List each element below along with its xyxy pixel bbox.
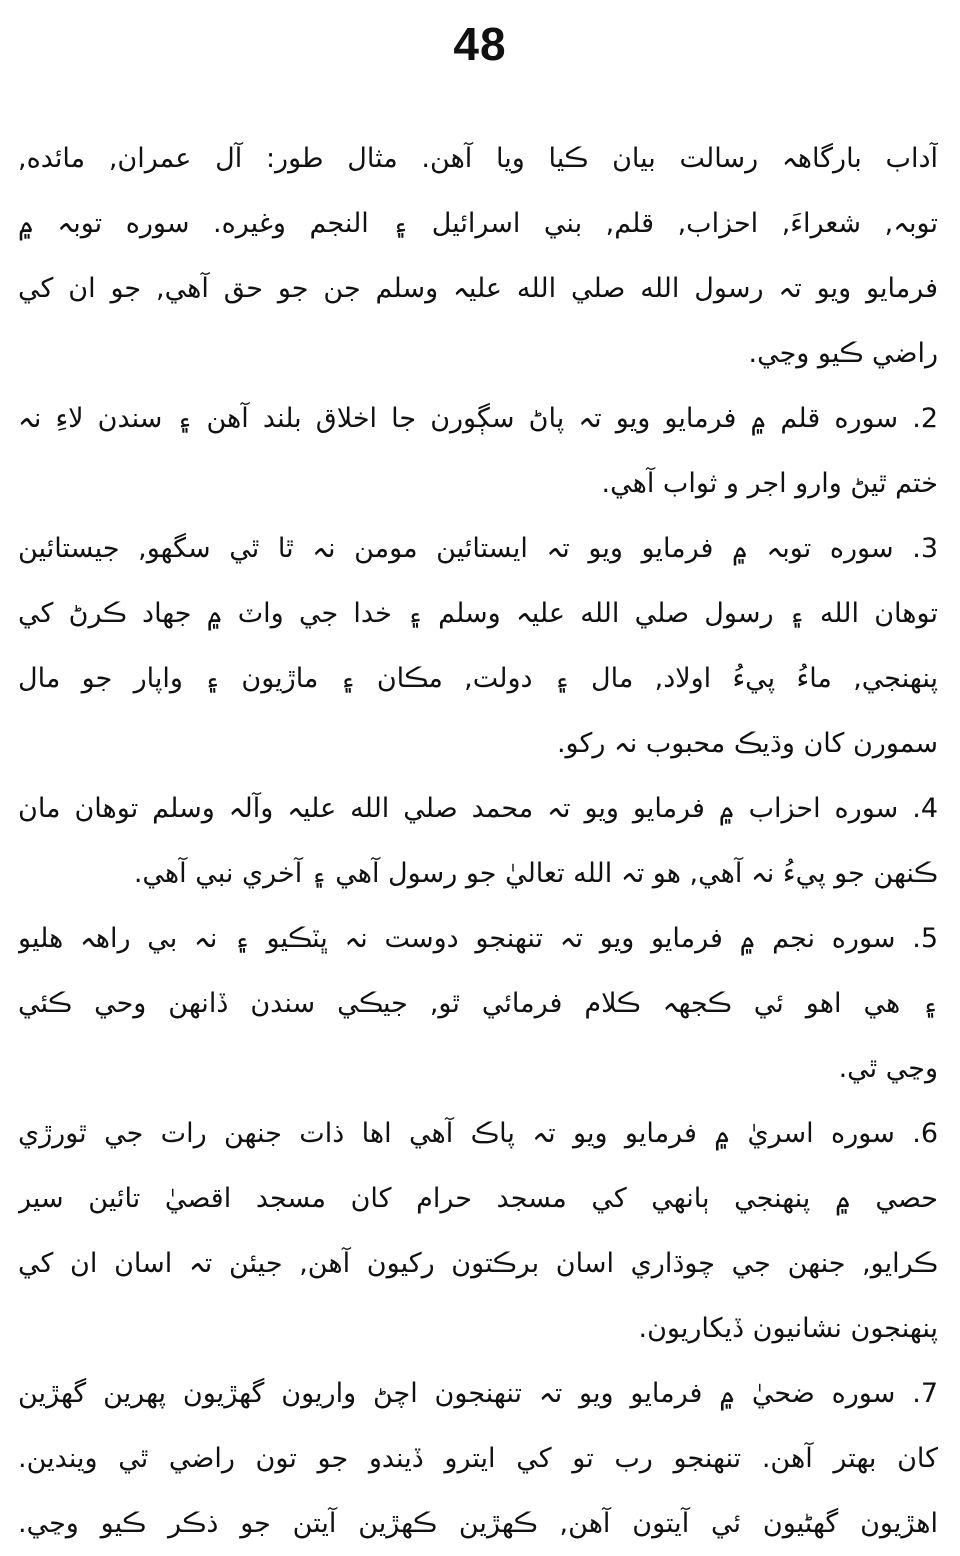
text-line: ڪنهن جو پيءُ نہ آهي, هو تہ الله تعاليٰ جو رسول آهي ۽ آخري نبي آهي. — [133, 858, 938, 889]
text-line: حصي ۾ پنهنجي ٻانهي کي مسجد حرام کان مسجد اقصيٰ تائين سير — [18, 1183, 938, 1214]
text-line: توهان الله ۽ رسول صلي الله عليہ وسلم ۽ خدا جي واٽ ۾ جهاد ڪرڻ کي — [18, 598, 938, 629]
text-line: کان بهتر آهن. تنهنجو رب تو کي ايترو ڏيندو جو تون راضي ٿي ويندين. — [18, 1443, 938, 1474]
text-line: 5. سوره نجم ۾ فرمايو ويو تہ تنهنجو دوست نہ ڀٽڪيو ۽ نہ بي راهہ هليو — [18, 923, 938, 954]
page-number: 48 — [453, 18, 507, 70]
text-line: ڪرايو, جنهن جي چوڌاري اسان برڪتون رکيون آهن, جيئن تہ اسان ان کي — [18, 1248, 938, 1279]
text-line: ۽ هي اهو ئي ڪجهہ ڪلام فرمائي ٿو, جيڪي سندن ڏانهن وحي ڪئي — [18, 988, 938, 1019]
text-line: ختم ٿيڻ وارو اجر و ثواب آهي. — [601, 468, 938, 499]
text-line: آداب بارگاهہ رسالت بيان ڪيا ويا آهن. مثال طور: آل عمران, مائده, — [18, 143, 938, 174]
text-line: وڃي ٿي. — [838, 1053, 938, 1084]
text-line: 4. سوره احزاب ۾ فرمايو ويو تہ محمد صلي الله عليہ وآلہ وسلم توهان مان — [18, 793, 938, 824]
text-line: اهڙيون گهڻيون ئي آيتون آهن, ڪهڙين ڪهڙين آيتن جو ذڪر ڪيو وڃي. — [18, 1508, 938, 1539]
text-line: 3. سوره توبہ ۾ فرمايو ويو تہ ايستائين مومن نہ ٿا ٿي سگهو, جيستائين — [18, 533, 938, 564]
body-text — [18, 126, 938, 1556]
text-line: سمورن کان وڌيڪ محبوب نہ رکو. — [556, 728, 938, 759]
text-line: راضي ڪيو وڃي. — [748, 338, 938, 369]
text-line: 7. سوره ضحيٰ ۾ فرمايو ويو تہ تنهنجون اچڻ واريون گهڙيون پهرين گهڙين — [18, 1378, 938, 1409]
text-line: توبہ, شعراءَ, احزاب, قلم, بني اسرائيل ۽ النجم وغيره. سوره توبہ ۾ — [18, 208, 938, 239]
text-line: 2. سوره قلم ۾ فرمايو ويو تہ پاڻ سڳورن جا اخلاق بلند آهن ۽ سندن لاءِ نہ — [18, 403, 938, 434]
text-line: فرمايو ويو تہ رسول الله صلي الله عليہ وسلم جن جو حق آهي, جو ان کي — [18, 273, 938, 304]
text-line: 6. سوره اسريٰ ۾ فرمايو ويو تہ پاڪ آهي اها ذات جنهن رات جي ٿورڙي — [18, 1118, 938, 1149]
text-line: پنهنجي, ماءُ پيءُ اولاد, مال ۽ دولت, مڪان ۽ ماڙيون ۽ واپار جو مال — [18, 663, 938, 694]
text-line: پنهنجون نشانيون ڏيکاريون. — [638, 1313, 938, 1344]
